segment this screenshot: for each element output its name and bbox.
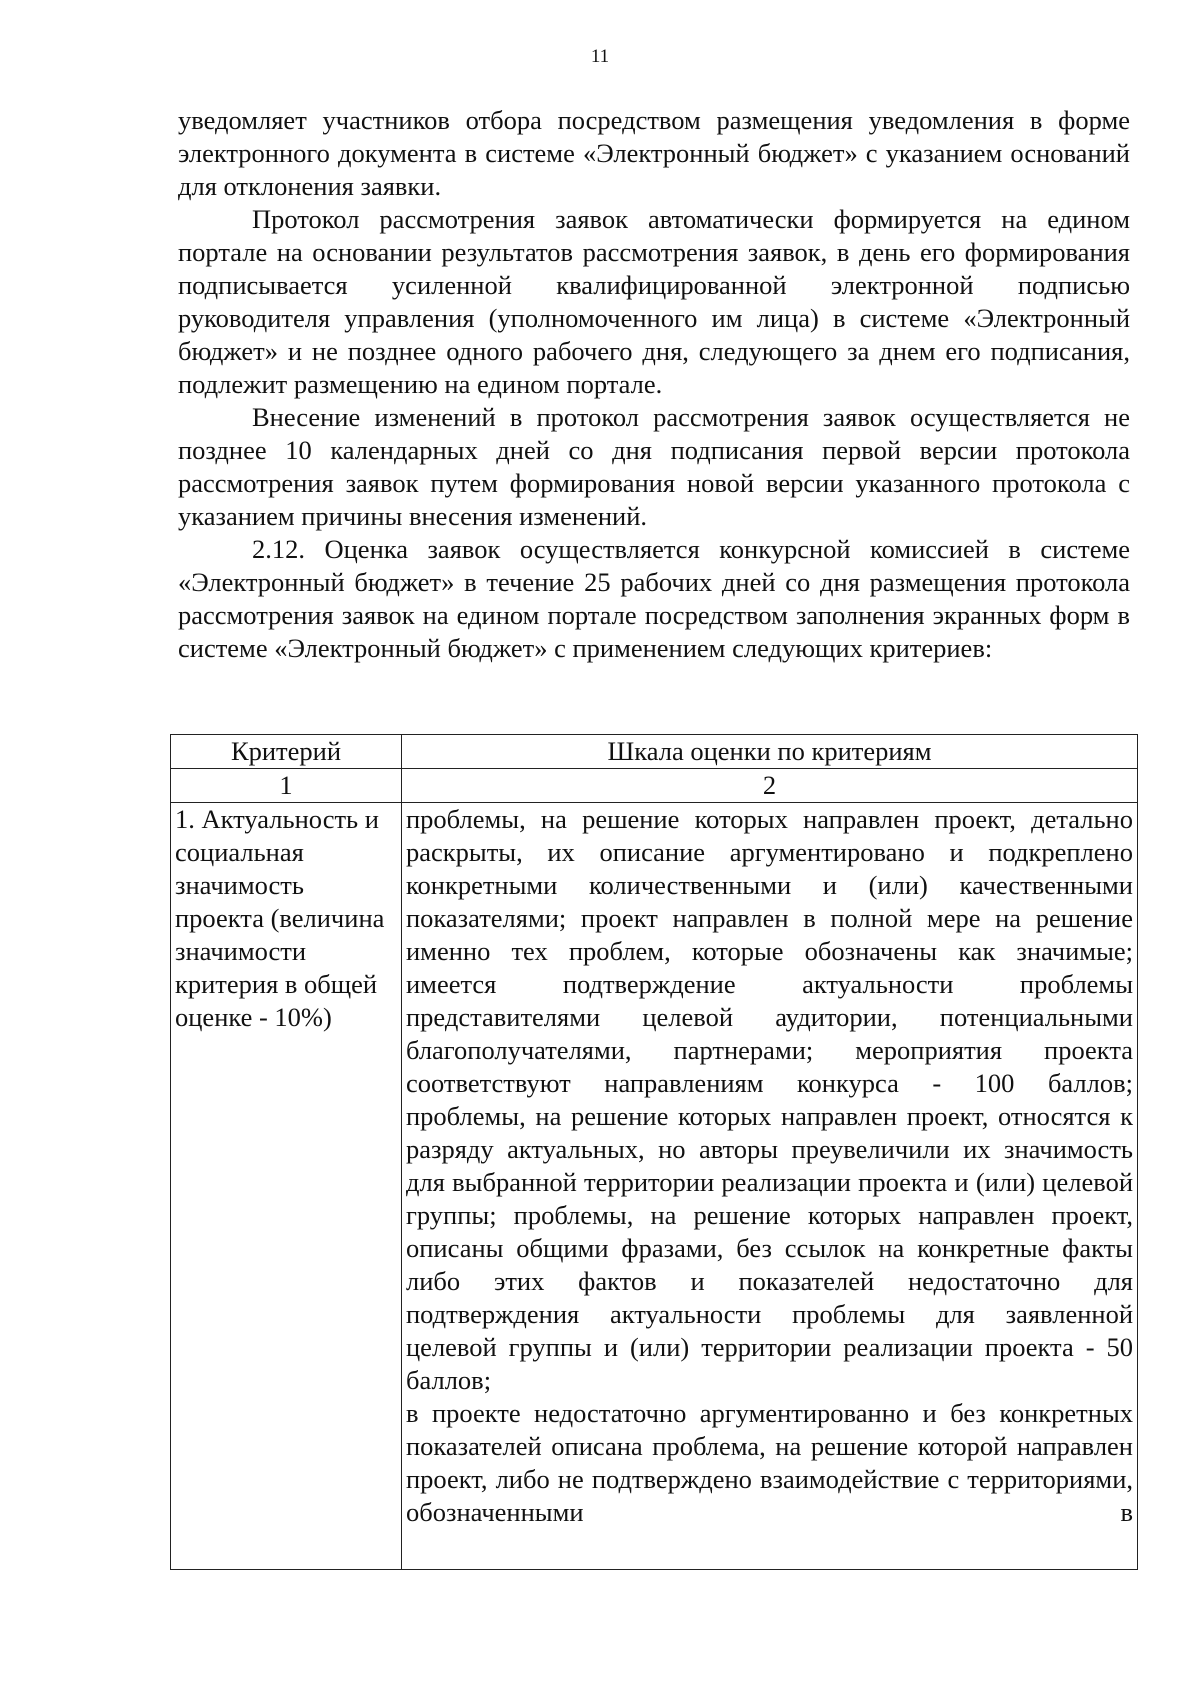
column-number-cell: 1 [171, 769, 402, 803]
paragraph: Внесение изменений в протокол рассмотрения заявок осуществляется не позднее 10 календарных дней со дня подписания первой версии протокола рассмотрения заявок путем формирования новой версии указанного протокола с указанием причины внесения изменений. [178, 402, 1130, 531]
table-header-row [171, 735, 1138, 769]
table-header-cell: Шкала оценки по критериям [402, 735, 1138, 769]
criterion-cell: 1. Актуальность и социальная значимость проекта (величина значимости критерия в общей оценке - 10%) [171, 803, 402, 1570]
table-row [171, 803, 1138, 1570]
criteria-table [170, 734, 1138, 1570]
scale-item: в проекте недостаточно аргументированно и без конкретных показателей описана проблема, на решение которой направлен проект, либо не подтверждено взаимодействие с территориями, обозначенными в [406, 1398, 1133, 1527]
paragraph: уведомляет участников отбора посредством размещения уведомления в форме электронного документа в системе «Электронный бюджет» с указанием оснований для отклонения заявки. [178, 105, 1130, 201]
paragraph: Протокол рассмотрения заявок автоматически формируется на едином портале на основании результатов рассмотрения заявок, в день его формирования подписывается усиленной квалифицированной электронной подписью руководителя управления (уполномоченного им лица) в системе «Электронный бюджет» и не позднее одного рабочего дня, следующего за днем его подписания, подлежит размещению на едином портале. [178, 204, 1130, 399]
scale-item: проблемы, на решение которых направлен проект, детально раскрыты, их описание аргументировано и подкреплено конкретными количественными и (или) качественными показателями; проект направлен в полной мере на решение именно тех проблем, которые обозначены как значимые; имеется подтверждение актуальности проблемы представителями целевой аудитории, потенциальными благополучателями, партнерами; мероприятия проекта соответствуют направлениям конкурса - 100 баллов; [406, 804, 1133, 1098]
column-number-cell: 2 [402, 769, 1138, 803]
paragraph: 2.12. Оценка заявок осуществляется конкурсной комиссией в системе «Электронный бюджет» в течение 25 рабочих дней со дня размещения протокола рассмотрения заявок на едином портале посредством заполнения экранных форм в системе «Электронный бюджет» с применением следующих критериев: [178, 534, 1130, 663]
document-body [178, 104, 1130, 665]
table-header-cell: Критерий [171, 735, 402, 769]
page-number: 11 [590, 46, 610, 67]
scale-cell [402, 803, 1138, 1570]
column-number-row [171, 769, 1138, 803]
scale-item: проблемы, на решение которых направлен проект, относятся к разряду актуальных, но авторы преувеличили их значимость для выбранной территории реализации проекта и (или) целевой группы; проблемы, на решение которых направлен проект, описаны общими фразами, без ссылок на конкретные факты либо этих фактов и показателей недостаточно для подтверждения актуальности проблемы для заявленной целевой группы и (или) территории реализации проекта - 50 баллов; [406, 1101, 1133, 1395]
